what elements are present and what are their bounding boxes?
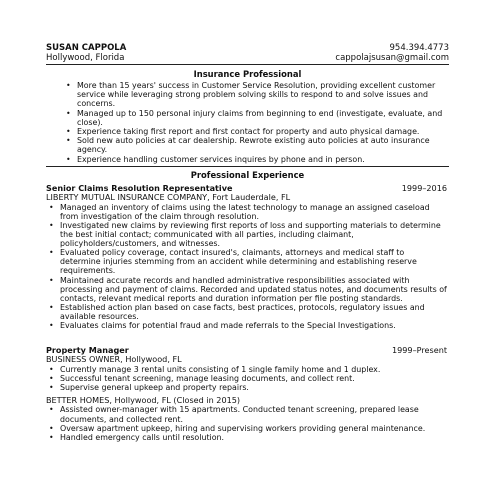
job-better-homes <box>46 396 447 442</box>
contact-right <box>335 43 449 63</box>
job-title: Senior Claims Resolution Representative <box>46 183 233 193</box>
summary-item: • Managed up to 150 personal injury claims from beginning to end (investigate, evaluate, and close). <box>63 109 447 127</box>
job-duties-list <box>46 365 447 392</box>
job-duty: • Successful tenant screening, manage leasing documents, and collect rent. <box>46 374 447 383</box>
summary-item: • Experience taking first report and first contact for property and auto physical damage. <box>63 127 447 136</box>
summary-title: Insurance Professional <box>193 69 302 79</box>
job-title: Property Manager <box>46 345 129 355</box>
summary-item: • More than 15 years' success in Customer Service Resolution, providing excellent customer service while leveraging strong problem solving skills to respond to and solve issues and concerns. <box>63 81 447 109</box>
job-liberty-mutual <box>46 184 447 330</box>
job-duty: • Investigated new claims by reviewing first reports of loss and supporting materials to determine the best initial contact; communicated with all parties, including claimant, policyholders/customers, and witnesses. <box>46 221 447 248</box>
job-company: BETTER HOMES, Hollywood, FL (Closed in 2015) <box>46 395 241 405</box>
job-years: 1999–2016 <box>401 183 447 193</box>
job-duty: • Currently manage 3 rental units consisting of 1 single family home and 1 duplex. <box>46 365 447 374</box>
job-duty: • Assisted owner-manager with 15 apartments. Conducted tenant screening, prepared lease documents, and collected rent. <box>46 405 447 423</box>
job-duties-list <box>46 203 447 330</box>
job-duty: • Handled emergency calls until resolution. <box>46 433 447 442</box>
job-duty: • Oversaw apartment upkeep, hiring and supervising workers providing general maintenance. <box>46 424 447 433</box>
candidate-name: SUSAN CAPPOLA <box>46 43 127 53</box>
header-divider <box>46 64 449 65</box>
candidate-phone: 954.394.4773 <box>389 43 449 53</box>
summary-list <box>63 81 447 164</box>
candidate-location: Hollywood, Florida <box>46 53 125 63</box>
experience-divider <box>46 166 449 167</box>
job-duty: • Established action plan based on case facts, best practices, protocols, regulatory issues and available resources. <box>46 303 447 321</box>
summary-item: • Sold new auto policies at car dealership. Rewrote existing auto policies at auto insurance agency. <box>63 136 447 154</box>
job-duty: • Managed an inventory of claims using the latest technology to manage an assigned caseload from investigation of the claim through resolution. <box>46 203 447 221</box>
job-years: 1999–Present <box>391 345 447 355</box>
job-duties-list <box>46 405 447 441</box>
job-business-owner <box>46 346 447 392</box>
contact-left <box>46 43 126 63</box>
job-company: BUSINESS OWNER, Hollywood, FL <box>46 354 182 365</box>
job-company: LIBERTY MUTUAL INSURANCE COMPANY, Fort Lauderdale, FL <box>46 192 291 203</box>
resume-header <box>46 43 449 65</box>
job-duty: • Evaluates claims for potential fraud and made referrals to the Special Investigations. <box>46 321 447 330</box>
job-duty: • Maintained accurate records and handled administrative responsibilities associated with processing and payment of claims. Recorded and updated status notes, and documents results of contacts, relevant medical reports and duration information per file posting standards. <box>46 276 447 303</box>
summary-item: • Experience handling customer services inquires by phone and in person. <box>63 155 447 164</box>
candidate-email: cappolajsusan@gmail.com <box>335 53 449 63</box>
job-duty: • Supervise general upkeep and property repairs. <box>46 383 447 392</box>
job-duty: • Evaluated policy coverage, contact insured's, claimants, attorneys and medical staff to determine injuries stemming from an accident while determining and establishing reserve requirements. <box>46 248 447 275</box>
experience-title: Professional Experience <box>190 170 305 180</box>
